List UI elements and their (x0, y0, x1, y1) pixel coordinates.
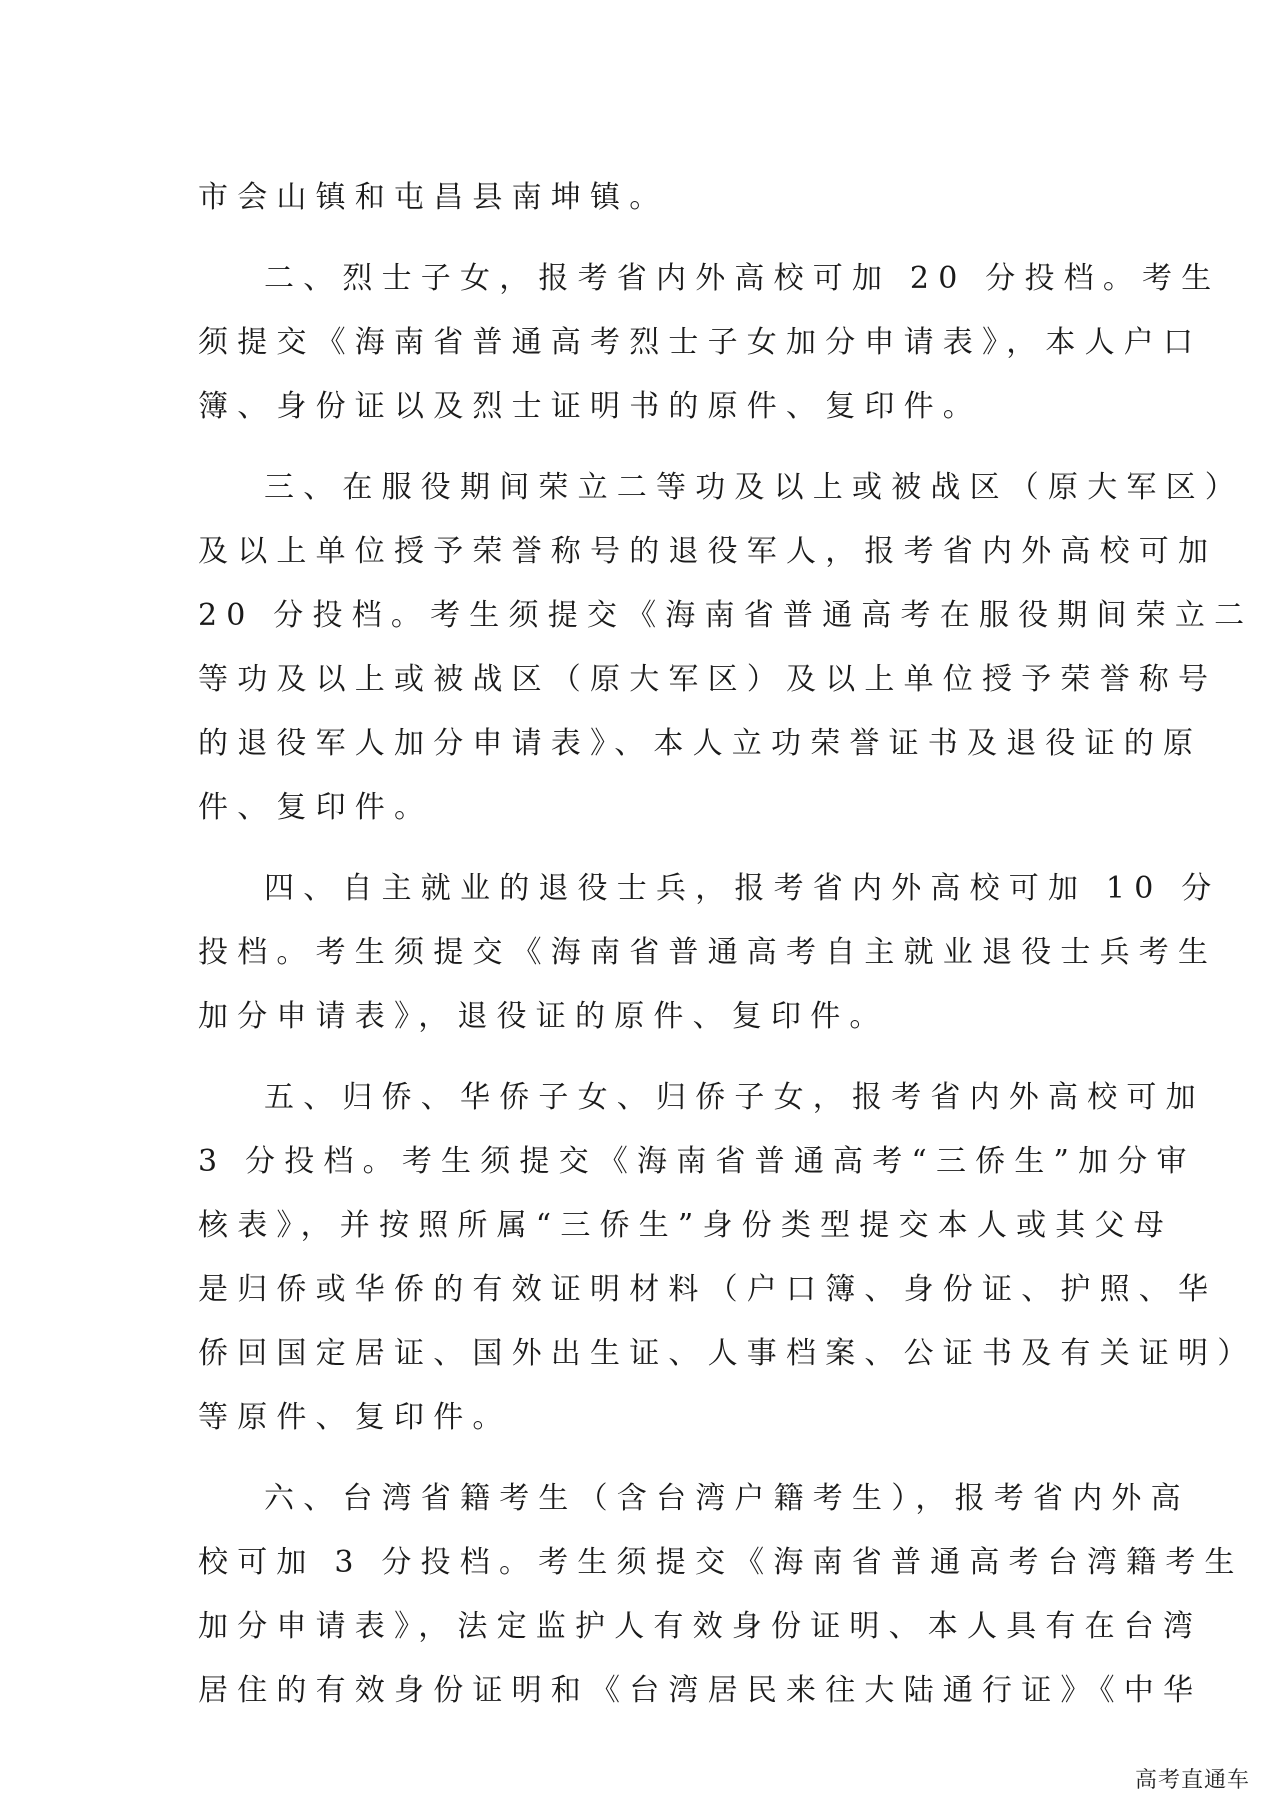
paragraph-3-line-1: 三、在服役期间荣立二等功及以上或被战区（原大军区） (264, 470, 1244, 505)
text-line: 加分申请表》，法定监护人有效身份证明、本人具有在台湾 (198, 1609, 1203, 1644)
text-line: 校可加 3 分投档。考生须提交《海南省普通高考台湾籍考生 (198, 1545, 1244, 1580)
text-line: 的退役军人加分申请表》、本人立功荣誉证书及退役证的原 (198, 726, 1203, 761)
paragraph-5-line-1: 五、归侨、华侨子女、归侨子女，报考省内外高校可加 (264, 1080, 1205, 1115)
text-line: 加分申请表》，退役证的原件、复印件。 (198, 999, 889, 1034)
text-line: 市会山镇和屯昌县南坤镇。 (198, 180, 669, 215)
text-line: 核表》，并按照所属“三侨生”身份类型提交本人或其父母 (198, 1208, 1173, 1243)
text-line: 20 分投档。考生须提交《海南省普通高考在服役期间荣立二 (198, 598, 1254, 633)
text-line: 件、复印件。 (198, 790, 434, 825)
paragraph-2-line-1: 二、烈士子女，报考省内外高校可加 20 分投档。考生 (264, 261, 1221, 296)
text-line: 等原件、复印件。 (198, 1400, 512, 1435)
text-line: 投档。考生须提交《海南省普通高考自主就业退役士兵考生 (198, 935, 1218, 970)
watermark-logo-text: 高考直通车 (1134, 1768, 1250, 1793)
text-line: 3 分投档。考生须提交《海南省普通高考“三侨生”加分审 (198, 1144, 1196, 1179)
text-line: 及以上单位授予荣誉称号的退役军人，报考省内外高校可加 (198, 534, 1218, 569)
text-line: 等功及以上或被战区（原大军区）及以上单位授予荣誉称号 (198, 662, 1218, 697)
text-line: 是归侨或华侨的有效证明材料（户口簿、身份证、护照、华 (198, 1272, 1218, 1307)
document-page (198, 166, 1257, 1723)
paragraph-4-line-1: 四、自主就业的退役士兵，报考省内外高校可加 10 分 (264, 871, 1221, 906)
text-line: 居住的有效身份证明和《台湾居民来往大陆通行证》《中华 (198, 1673, 1203, 1708)
paragraph-6-line-1: 六、台湾省籍考生（含台湾户籍考生），报考省内外高 (264, 1481, 1190, 1516)
text-line: 侨回国定居证、国外出生证、人事档案、公证书及有关证明） (198, 1336, 1257, 1371)
text-line: 须提交《海南省普通高考烈士子女加分申请表》，本人户口 (198, 325, 1203, 360)
text-line: 簿、身份证以及烈士证明书的原件、复印件。 (198, 389, 982, 424)
